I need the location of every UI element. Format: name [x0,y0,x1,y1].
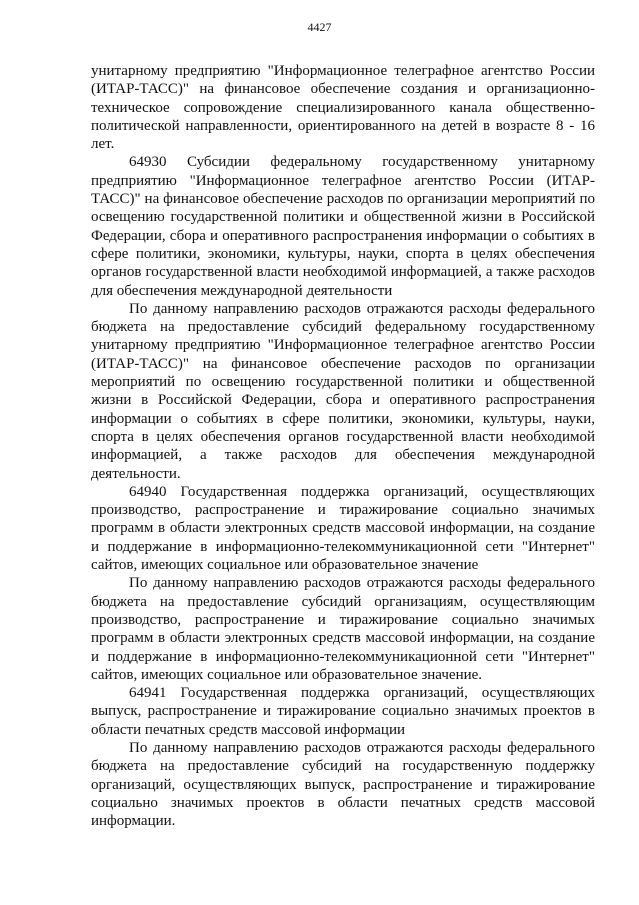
paragraph-64940-description: По данному направлению расходов отражаются расходы федерального бюджета на предоставление субсидий организациям, осуществляющим производство, распространение и тиражирование социально значимых программ в области электронных средств массовой информации, на создание и поддержание в информационно-телекоммуникационной сети "Интернет" сайтов, имеющих социальное или образовательное значение. [91,575,595,683]
page-number: 4427 [307,20,332,34]
paragraph-64940-heading: 64940 Государственная поддержка организаций, осуществляющих производство, распространение и тиражирование социально значимых программ в области электронных средств массовой информации, на создание и поддержание в информационно-телекоммуникационной сети "Интернет" сайтов, имеющих социальное или образовательное значение [91,483,595,574]
paragraph-continuation: унитарному предприятию "Информационное телеграфное агентство России (ИТАР-ТАСС)" на финансовое обеспечение создания и организационно-техническое сопровождение специализированного канала общественно-политической направленности, ориентированного на детей в возрасте 8 - 16 лет. [91,63,595,153]
paragraph-64930-heading: 64930 Субсидии федеральному государственному унитарному предприятию "Информационное телеграфное агентство России (ИТАР-ТАСС)" на финансовое обеспечение расходов по организации мероприятий по освещению государственной политики и общественной жизни в Российской Федерации, сбора и оперативного распространения информации о событиях в сфере политики, экономики, культуры, науки, спорта в целях обеспечения органов государственной власти необходимой информацией, а также расходов для обеспечения международной деятельности [91,154,595,299]
paragraph-64930-description: По данному направлению расходов отражаются расходы федерального бюджета на предоставление субсидий федеральному государственному унитарному предприятию "Информационное телеграфное агентство России (ИТАР-ТАСС)" на финансовое обеспечение расходов по организации мероприятий по освещению государственной политики и общественной жизни в Российской Федерации, сбора и оперативного распространения информации о событиях в сфере политики, экономики, культуры, науки, спорта в целях обеспечения органов государственной власти необходимой информацией, а также расходов для обеспечения международной деятельности. [91,300,595,482]
paragraph-64941-description: По данному направлению расходов отражаются расходы федерального бюджета на предоставление субсидий на государственную поддержку организаций, осуществляющих выпуск, распространение и тиражирование социально значимых проектов в области печатных средств массовой информации. [91,739,595,830]
document-body [91,62,595,830]
paragraph-64941-heading: 64941 Государственная поддержка организаций, осуществляющих выпуск, распространение и тиражирование социально значимых проектов в области печатных средств массовой информации [91,685,595,738]
